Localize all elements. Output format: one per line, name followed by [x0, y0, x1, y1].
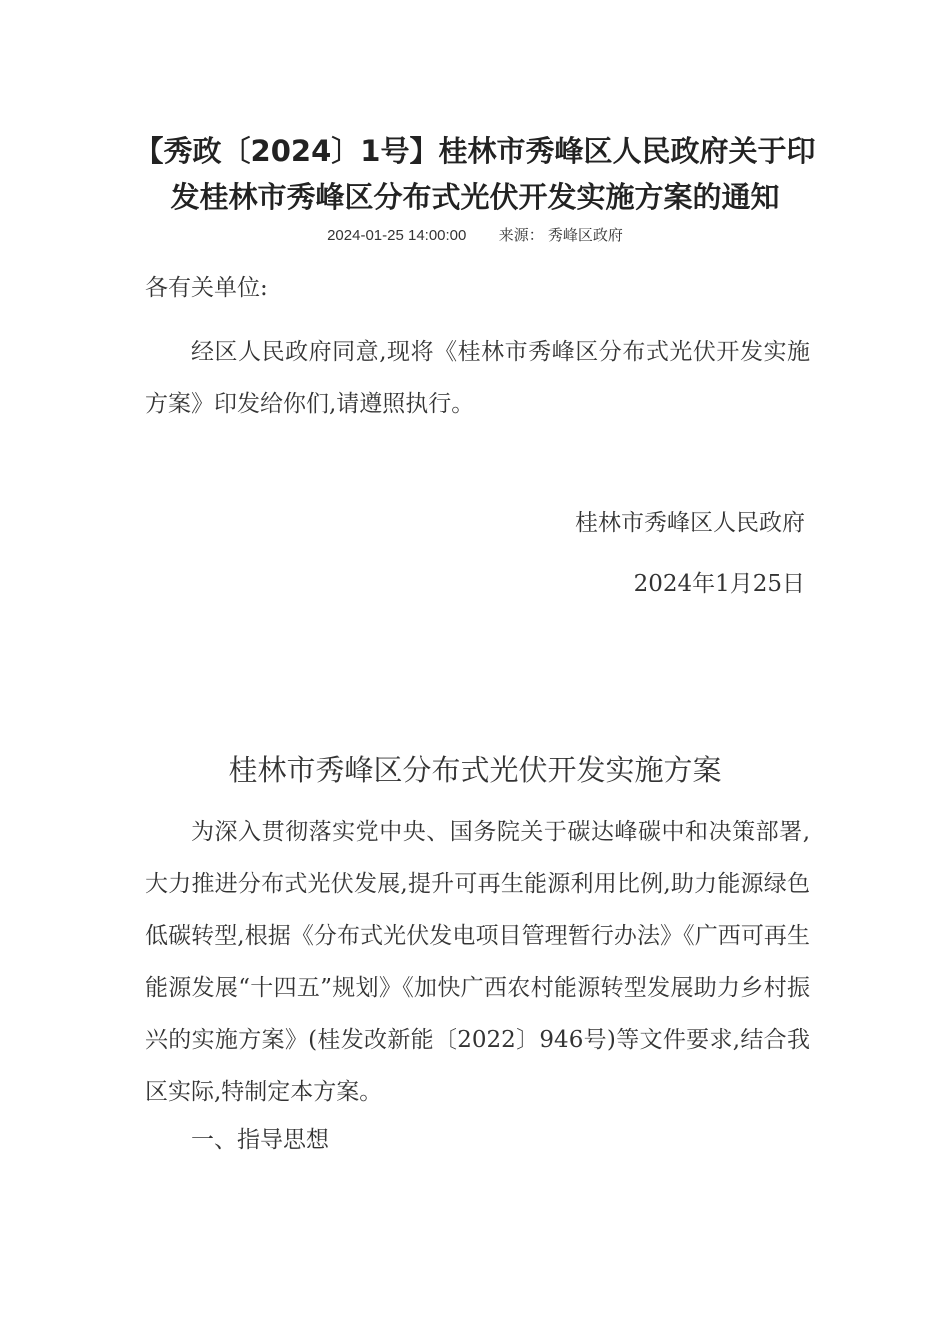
source-label: 来源： — [498, 227, 544, 244]
source-name: 秀峰区政府 — [547, 227, 623, 244]
plan-title: 桂林市秀峰区分布式光伏开发实施方案 — [228, 753, 722, 787]
notice-date: 2024年1月25日 — [633, 571, 805, 597]
section-heading-1: 一、指导思想 — [191, 1127, 329, 1153]
publish-time: 2024-01-25 14:00:00 — [327, 227, 467, 244]
salutation: 各有关单位: — [145, 275, 268, 301]
signature: 桂林市秀峰区人民政府 — [575, 510, 805, 536]
document-meta — [130, 226, 820, 246]
document-title: 【秀政〔2024〕1号】桂林市秀峰区人民政府关于印发桂林市秀峰区分布式光伏开发实施方案的通知 — [134, 134, 816, 214]
notice-body: 经区人民政府同意,现将《桂林市秀峰区分布式光伏开发实施方案》印发给你们,请遵照执行。 — [145, 339, 810, 417]
plan-intro: 为深入贯彻落实党中央、国务院关于碳达峰碳中和决策部署,大力推进分布式光伏发展,提升可再生能源利用比例,助力能源绿色低碳转型,根据《分布式光伏发电项目管理暂行办法》《广西可再生能源发展“十四五”规划》《加快广西农村能源转型发展助力乡村振兴的实施方案》(桂发改新能〔2022〕946号)等文件要求,结合我区实际,特制定本方案。 — [145, 819, 810, 1105]
